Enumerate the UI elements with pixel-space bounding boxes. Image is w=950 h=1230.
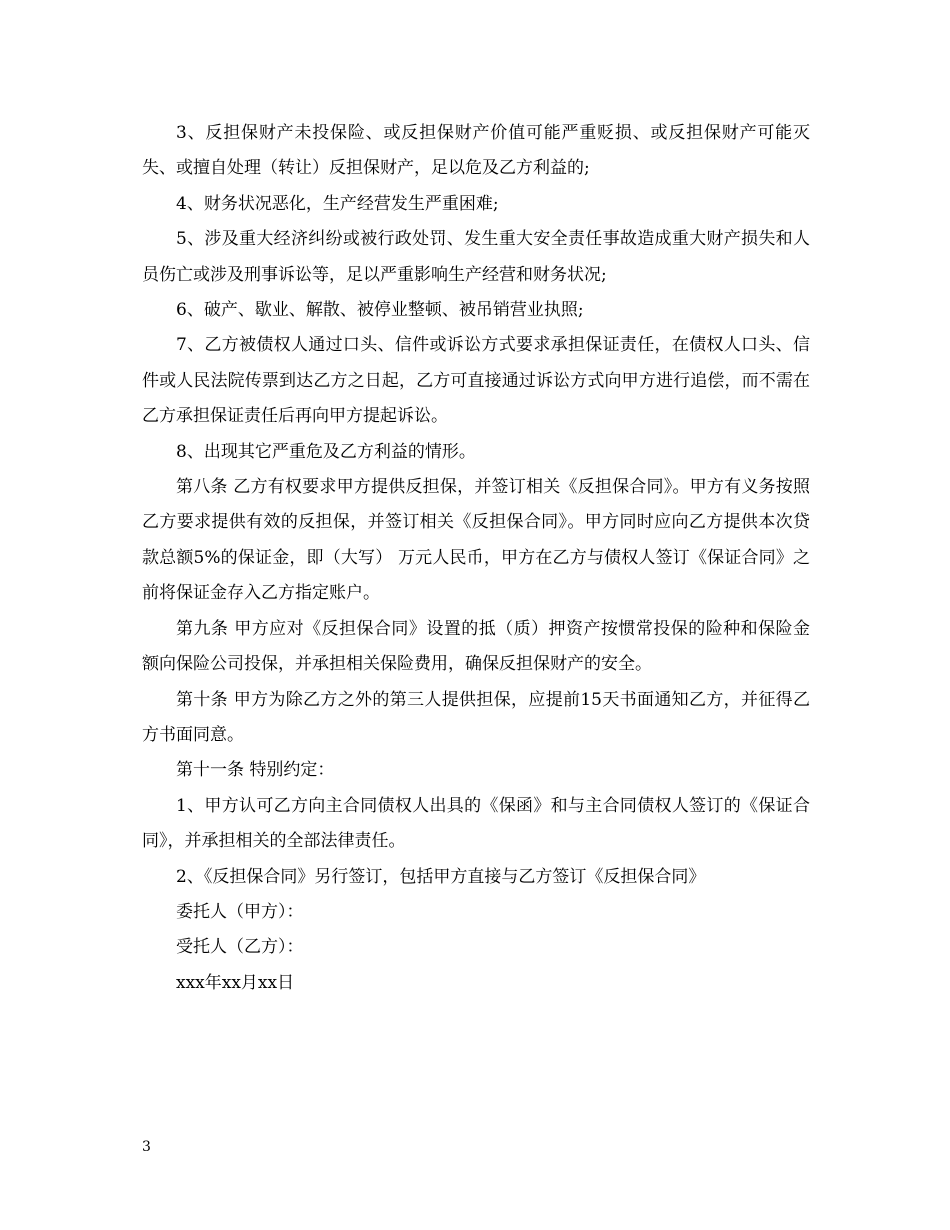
clause-3-paragraph: 3、反担保财产未投保险、或反担保财产价值可能严重贬损、或反担保财产可能灭失、或擅自处理（转让）反担保财产，足以危及乙方利益的; <box>142 123 810 179</box>
article-9-paragraph: 第九条 甲方应对《反担保合同》设置的抵（质）押资产按惯常投保的险种和保险金额向保险公司投保，并承担相关保险费用，确保反担保财产的安全。 <box>142 618 810 675</box>
clause-8-paragraph: 8、出现其它严重危及乙方利益的情形。 <box>176 441 476 462</box>
clause-6-paragraph: 6、破产、歇业、解散、被停业整顿、被吊销营业执照; <box>176 300 584 321</box>
article-10-paragraph: 第十条 甲方为除乙方之外的第三人提供担保，应提前15天书面通知乙方，并征得乙方书面同意。 <box>142 689 810 745</box>
special-term-1-paragraph: 1、甲方认可乙方向主合同债权人出具的《保函》和与主合同债权人签订的《保证合同》，并承担相关的全部法律责任。 <box>142 795 810 852</box>
article-8-paragraph: 第八条 乙方有权要求甲方提供反担保，并签订相关《反担保合同》。甲方有义务按照乙方要求提供有效的反担保，并签订相关《反担保合同》。甲方同时应向乙方提供本次贷款总额5%的保证金，即（大写） 万元人民币，甲方在乙方与债权人签订《保证合同》之前将保证金存入乙方指定账户。 <box>142 477 810 604</box>
page-number: 3 <box>142 1139 151 1155</box>
agent-signature-line: 受托人（乙方）： <box>176 937 304 958</box>
article-11-heading: 第十一条 特别约定： <box>176 760 335 781</box>
principal-signature-line: 委托人（甲方）： <box>176 901 304 922</box>
date-line: xxx年xx月xx日 <box>176 972 295 993</box>
document-body <box>142 116 810 1001</box>
clause-4-paragraph: 4、财务状况恶化，生产经营发生严重困难; <box>176 193 499 214</box>
clause-7-paragraph: 7、乙方被债权人通过口头、信件或诉讼方式要求承担保证责任，在债权人口头、信件或人民法院传票到达乙方之日起，乙方可直接通过诉讼方式向甲方进行追偿，而不需在乙方承担保证责任后再向甲方提起诉讼。 <box>142 335 810 427</box>
clause-5-paragraph: 5、涉及重大经济纠纷或被行政处罚、发生重大安全责任事故造成重大财产损失和人员伤亡或涉及刑事诉讼等，足以严重影响生产经营和财务状况; <box>142 229 810 285</box>
special-term-2-paragraph: 2、《反担保合同》另行签订，包括甲方直接与乙方签订《反担保合同》 <box>176 866 706 887</box>
